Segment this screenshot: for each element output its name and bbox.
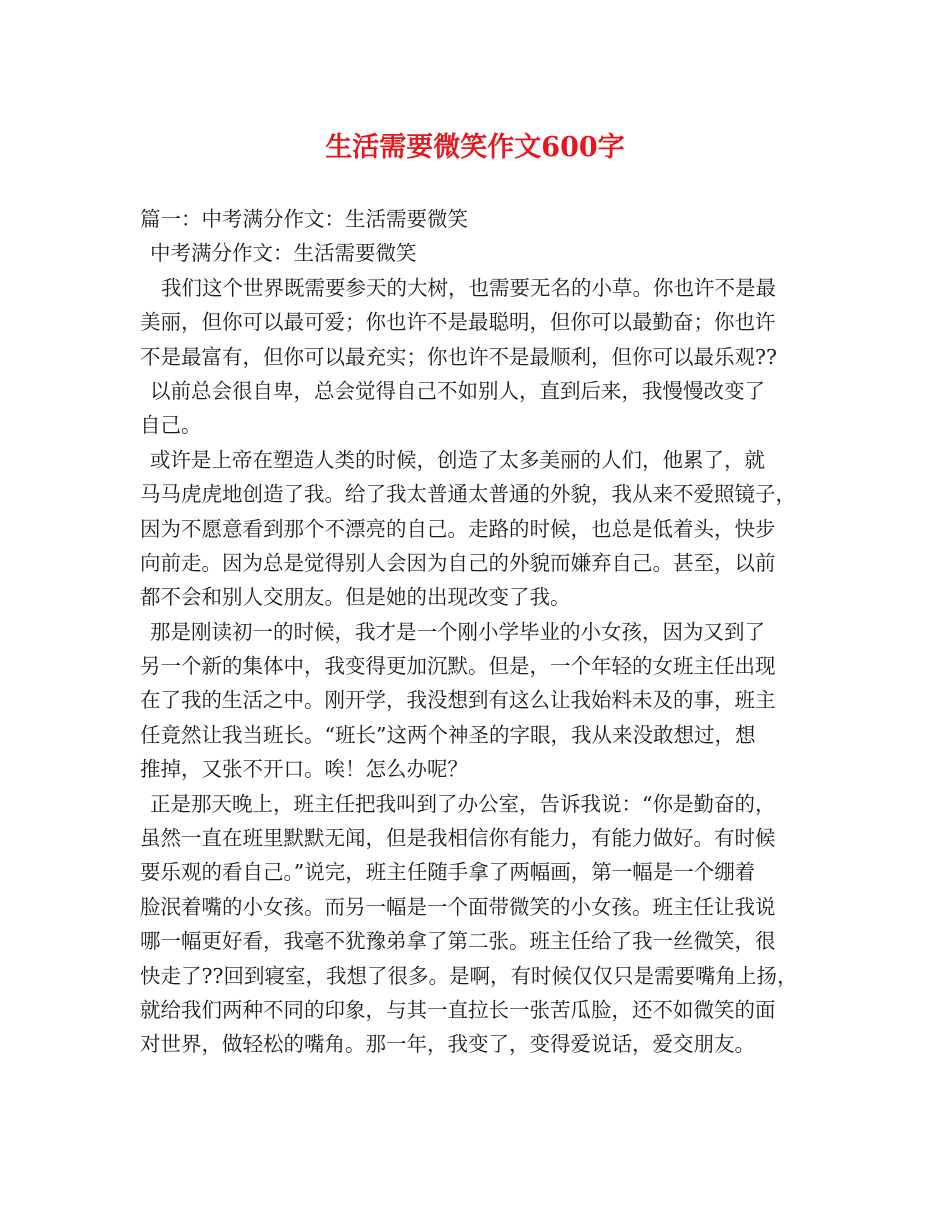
paragraph-line: 对世界，做轻松的嘴角。那一年，我变了，变得爱说话，爱交朋友。: [140, 1032, 755, 1057]
paragraph-line: 都不会和别人交朋友。但是她的出现改变了我。: [140, 585, 571, 610]
section-heading: 篇一：中考满分作文：生活需要微笑: [140, 207, 468, 231]
paragraph-line: 要乐观的看自己。”说完，班主任随手拿了两幅画，第一幅是一个绷着: [140, 860, 756, 885]
paragraph-line: 我们这个世界既需要参天的大树，也需要无名的小草。你也许不是最: [161, 275, 776, 300]
paragraph-line: 任竟然让我当班长。“班长”这两个神圣的字眼，我从来没敢想过，想: [140, 722, 756, 747]
paragraph-line: 那是刚读初一的时候，我才是一个刚小学毕业的小女孩，因为又到了: [150, 619, 765, 644]
paragraph-line: 美丽，但你可以最可爱；你也许不是最聪明，但你可以最勤奋；你也许: [140, 310, 776, 335]
paragraph-line: 因为不愿意看到那个不漂亮的自己。走路的时候，也总是低着头，快步: [140, 516, 776, 541]
paragraph-line: 虽然一直在班里默默无闻，但是我相信你有能力，有能力做好。有时候: [140, 826, 776, 851]
paragraph-line: 以前总会很自卑，总会觉得自己不如别人，直到后来，我慢慢改变了: [150, 378, 765, 403]
paragraph-line: 或许是上帝在塑造人类的时候，创造了太多美丽的人们，他累了，就: [150, 447, 765, 472]
document-title: 生活需要微笑作文600字: [325, 132, 625, 163]
paragraph-line: 马马虎虎地创造了我。给了我太普通太普通的外貌，我从来不爱照镜子，: [140, 482, 796, 507]
paragraph-line: 快走了??回到寝室，我想了很多。是啊，有时候仅仅只是需要嘴角上扬，: [140, 963, 798, 988]
paragraph-line: 正是那天晚上，班主任把我叫到了办公室，告诉我说：“你是勤奋的，: [150, 791, 776, 816]
paragraph-line: 另一个新的集体中，我变得更加沉默。但是，一个年轻的女班主任出现: [140, 654, 776, 679]
paragraph-line: 在了我的生活之中。刚开学，我没想到有这么让我始料未及的事，班主: [140, 688, 776, 713]
paragraph-line: 向前走。因为总是觉得别人会因为自己的外貌而嫌弃自己。甚至，以前: [140, 550, 776, 575]
paragraph-line: 推掉，又张不开口。唉！怎么办呢？: [140, 757, 468, 782]
paragraph-line: 就给我们两种不同的印象，与其一直拉长一张苦瓜脸，还不如微笑的面: [140, 997, 776, 1022]
paragraph-line: 自己。: [140, 413, 202, 438]
document-body: [140, 202, 820, 1062]
paragraph-line: 脸泯着嘴的小女孩。而另一幅是一个面带微笑的小女孩。班主任让我说: [140, 894, 776, 919]
paragraph-line: 哪一幅更好看，我毫不犹豫弟拿了第二张。班主任给了我一丝微笑，很: [140, 929, 776, 954]
paragraph-line: 不是最富有，但你可以最充实；你也许不是最顺利，但你可以最乐观??: [140, 344, 777, 369]
article-subtitle: 中考满分作文：生活需要微笑: [150, 241, 417, 266]
